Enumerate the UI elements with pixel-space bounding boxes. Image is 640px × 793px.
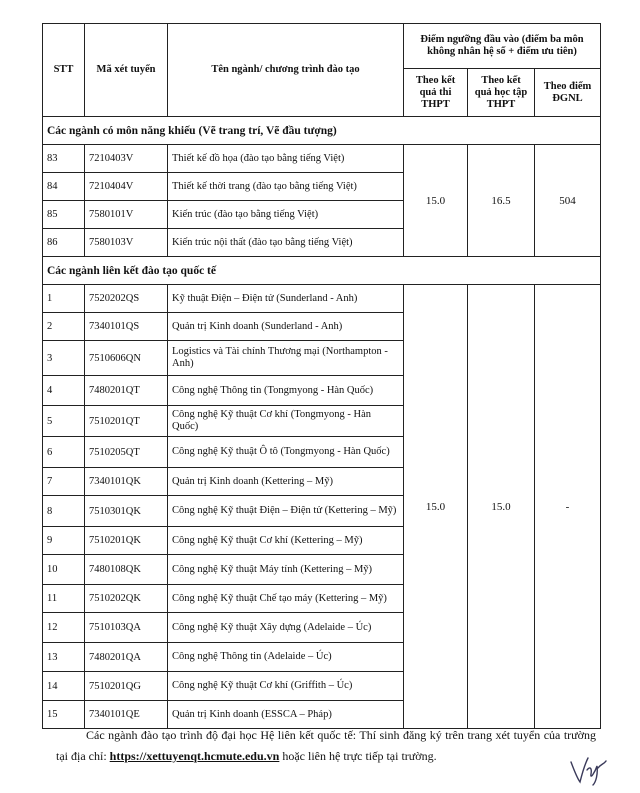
registration-note xyxy=(56,725,596,767)
registration-link[interactable]: https://xettuyenqt.hcmute.edu.vn xyxy=(109,749,280,763)
row-stt: 83 xyxy=(43,145,85,173)
row-stt: 3 xyxy=(43,341,85,376)
section-title: Các ngành liên kết đào tạo quốc tế xyxy=(43,257,601,285)
header-transcript: Theo kết quả học tập THPT xyxy=(468,69,535,117)
score-transcript: 15.0 xyxy=(468,285,535,729)
row-stt: 5 xyxy=(43,406,85,437)
row-stt: 84 xyxy=(43,173,85,201)
row-name: Logistics và Tài chính Thương mại (Northampton - Anh) xyxy=(168,341,404,376)
table-row xyxy=(43,285,601,313)
header-threshold-group: Điểm ngưỡng đầu vào (điểm ba môn không nhân hệ số + điểm ưu tiên) xyxy=(404,24,601,69)
row-code: 7510103QA xyxy=(85,613,168,643)
row-name: Công nghệ Thông tin (Adelaide – Úc) xyxy=(168,643,404,672)
score-thpt-exam: 15.0 xyxy=(404,285,468,729)
handwritten-signature xyxy=(568,752,608,786)
header-stt: STT xyxy=(43,24,85,117)
row-code: 7510201QK xyxy=(85,527,168,555)
row-code: 7580101V xyxy=(85,201,168,229)
row-name: Quản trị Kinh doanh (Kettering – Mỹ) xyxy=(168,468,404,496)
row-stt: 10 xyxy=(43,555,85,585)
row-code: 7520202QS xyxy=(85,285,168,313)
row-stt: 11 xyxy=(43,585,85,613)
row-name: Công nghệ Kỹ thuật Máy tính (Kettering – Mỹ) xyxy=(168,555,404,585)
row-name: Công nghệ Kỹ thuật Cơ khí (Griffith – Úc) xyxy=(168,672,404,701)
row-code: 7340101QS xyxy=(85,313,168,341)
row-name: Công nghệ Kỹ thuật Cơ khí (Tongmyong - Hàn Quốc) xyxy=(168,406,404,437)
row-stt: 8 xyxy=(43,496,85,527)
row-code: 7510202QK xyxy=(85,585,168,613)
row-name: Thiết kế thời trang (đào tạo bằng tiếng Việt) xyxy=(168,173,404,201)
row-code: 7580103V xyxy=(85,229,168,257)
header-thpt-exam: Theo kết quả thi THPT xyxy=(404,69,468,117)
row-stt: 14 xyxy=(43,672,85,701)
row-code: 7480201QA xyxy=(85,643,168,672)
row-stt: 1 xyxy=(43,285,85,313)
header-name: Tên ngành/ chương trình đào tạo xyxy=(168,24,404,117)
row-name: Công nghệ Kỹ thuật Ô tô (Tongmyong - Hàn Quốc) xyxy=(168,437,404,468)
note-text-after: hoặc liên hệ trực tiếp tại trường. xyxy=(279,749,437,763)
row-code: 7210403V xyxy=(85,145,168,173)
row-name: Công nghệ Kỹ thuật Xây dựng (Adelaide – Úc) xyxy=(168,613,404,643)
note-text-before: Các ngành đào tạo trình độ đại học Hệ liên kết quốc tế: Thí sinh đăng ký trên trang xét tuyển của trường tại địa chỉ: xyxy=(56,728,596,763)
row-code: 7510201QT xyxy=(85,406,168,437)
row-code: 7340101QE xyxy=(85,701,168,729)
row-code: 7340101QK xyxy=(85,468,168,496)
row-stt: 2 xyxy=(43,313,85,341)
score-dgnl: - xyxy=(535,285,601,729)
row-name: Quản trị Kinh doanh (Sunderland - Anh) xyxy=(168,313,404,341)
row-name: Kỹ thuật Điện – Điện tử (Sunderland - Anh) xyxy=(168,285,404,313)
row-stt: 13 xyxy=(43,643,85,672)
row-code: 7480108QK xyxy=(85,555,168,585)
row-stt: 7 xyxy=(43,468,85,496)
row-name: Công nghệ Kỹ thuật Điện – Điện tử (Kettering – Mỹ) xyxy=(168,496,404,527)
row-stt: 86 xyxy=(43,229,85,257)
admission-threshold-table xyxy=(42,23,601,729)
row-stt: 4 xyxy=(43,376,85,406)
row-stt: 6 xyxy=(43,437,85,468)
row-code: 7210404V xyxy=(85,173,168,201)
row-stt: 9 xyxy=(43,527,85,555)
score-transcript: 16.5 xyxy=(468,145,535,257)
row-name: Công nghệ Kỹ thuật Chế tạo máy (Kettering – Mỹ) xyxy=(168,585,404,613)
row-name: Thiết kế đồ họa (đào tạo bằng tiếng Việt) xyxy=(168,145,404,173)
row-code: 7510201QG xyxy=(85,672,168,701)
section-title: Các ngành có môn năng khiếu (Vẽ trang trí, Vẽ đầu tượng) xyxy=(43,117,601,145)
row-stt: 85 xyxy=(43,201,85,229)
row-code: 7510205QT xyxy=(85,437,168,468)
header-code: Mã xét tuyển xyxy=(85,24,168,117)
row-name: Quản trị Kinh doanh (ESSCA – Pháp) xyxy=(168,701,404,729)
row-stt: 15 xyxy=(43,701,85,729)
table-body xyxy=(43,117,601,729)
row-code: 7480201QT xyxy=(85,376,168,406)
header-dgnl: Theo điểm ĐGNL xyxy=(535,69,601,117)
row-name: Kiến trúc (đào tạo bằng tiếng Việt) xyxy=(168,201,404,229)
row-stt: 12 xyxy=(43,613,85,643)
row-name: Công nghệ Thông tin (Tongmyong - Hàn Quốc) xyxy=(168,376,404,406)
row-name: Kiến trúc nội thất (đào tạo bằng tiếng Việt) xyxy=(168,229,404,257)
score-thpt-exam: 15.0 xyxy=(404,145,468,257)
row-code: 7510606QN xyxy=(85,341,168,376)
row-name: Công nghệ Kỹ thuật Cơ khí (Kettering – Mỹ) xyxy=(168,527,404,555)
row-code: 7510301QK xyxy=(85,496,168,527)
table-row xyxy=(43,145,601,173)
score-dgnl: 504 xyxy=(535,145,601,257)
